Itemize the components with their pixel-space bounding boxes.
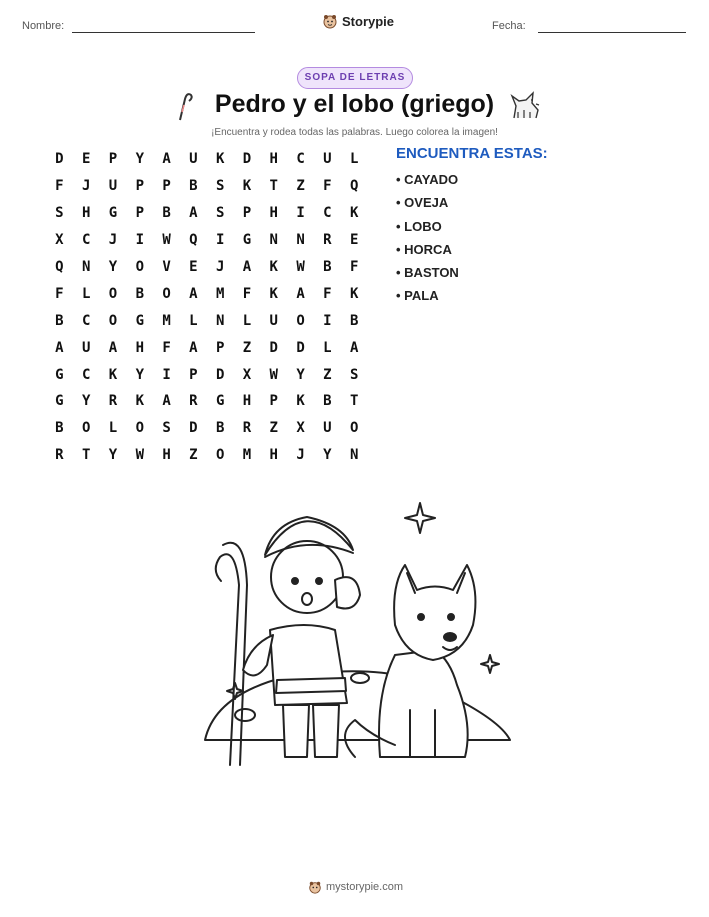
grid-letter[interactable]: H [269, 205, 278, 222]
grid-letter[interactable]: M [242, 447, 252, 464]
word-list-title: ENCUENTRA ESTAS: [396, 145, 548, 162]
grid-letter[interactable]: H [269, 447, 278, 464]
grid-letter[interactable]: G [55, 393, 64, 410]
letter-grid [46, 146, 368, 469]
grid-letter[interactable]: A [242, 259, 252, 275]
grid-letter[interactable]: Y [108, 259, 118, 275]
brand [322, 13, 394, 29]
grid-letter[interactable]: H [162, 447, 171, 464]
grid-letter[interactable]: Q [189, 232, 198, 249]
grid-letter[interactable]: M [162, 312, 171, 329]
grid-letter[interactable]: H [242, 393, 252, 410]
grid-letter[interactable]: E [81, 151, 91, 168]
coloring-illustration [195, 495, 525, 785]
grid-letter[interactable]: J [81, 178, 91, 195]
word-list-item: • OVEJA [396, 195, 449, 211]
footer [308, 880, 403, 894]
storypie-logo-icon [322, 13, 338, 29]
grid-letter[interactable]: E [349, 232, 359, 249]
grid-letter[interactable]: F [323, 285, 332, 302]
storypie-logo-icon [308, 880, 322, 894]
grid-letter[interactable]: B [162, 205, 171, 222]
word-list [396, 170, 459, 310]
grid-letter[interactable]: P [242, 205, 252, 222]
grid-letter[interactable]: D [296, 339, 305, 356]
grid-letter[interactable]: L [108, 420, 118, 437]
grid-letter[interactable]: L [323, 339, 332, 356]
word-search-badge: SOPA DE LETRAS [297, 67, 413, 89]
grid-letter[interactable]: D [242, 151, 252, 168]
grid-letter[interactable]: C [81, 312, 91, 329]
grid-letter[interactable]: V [162, 259, 171, 275]
grid-letter[interactable]: Q [349, 178, 359, 195]
grid-letter[interactable]: L [189, 312, 198, 329]
grid-letter[interactable]: H [269, 151, 278, 168]
grid-letter[interactable]: J [296, 447, 305, 464]
footer-url[interactable]: mystorypie.com [326, 881, 404, 893]
grid-letter[interactable]: K [349, 205, 359, 222]
grid-letter[interactable]: F [55, 178, 64, 195]
grid-letter[interactable]: A [189, 339, 198, 356]
grid-letter[interactable]: W [296, 259, 305, 275]
grid-letter[interactable]: R [323, 232, 332, 249]
grid-letter[interactable]: K [135, 393, 144, 410]
grid-letter[interactable]: Y [108, 447, 118, 464]
grid-letter[interactable]: D [55, 151, 64, 168]
word-list-item: • PALA [396, 288, 439, 304]
grid-row [46, 361, 368, 388]
grid-letter[interactable]: K [296, 393, 305, 410]
grid-letter[interactable]: R [242, 420, 252, 437]
grid-letter[interactable]: X [296, 420, 305, 437]
grid-letter[interactable]: U [81, 339, 91, 356]
grid-letter[interactable]: R [55, 447, 64, 464]
grid-letter[interactable]: K [269, 285, 278, 302]
grid-row [46, 146, 368, 173]
grid-letter[interactable]: C [81, 366, 91, 383]
grid-row [46, 280, 368, 307]
grid-row [46, 307, 368, 334]
grid-letter[interactable]: W [269, 366, 278, 383]
grid-letter[interactable]: S [162, 420, 171, 437]
date-label: Fecha: [492, 20, 526, 32]
grid-letter[interactable]: S [349, 366, 359, 383]
grid-letter[interactable]: P [189, 366, 198, 383]
instructions: ¡Encuentra y rodea todas las palabras. Luego colorea la imagen! [211, 127, 498, 138]
grid-letter[interactable]: P [162, 178, 171, 195]
grid-letter[interactable]: O [81, 420, 91, 437]
grid-letter[interactable]: U [108, 178, 118, 195]
grid-letter[interactable]: Q [55, 259, 64, 275]
grid-letter[interactable]: I [215, 232, 225, 249]
grid-row [46, 334, 368, 361]
grid-letter[interactable]: A [55, 339, 64, 356]
grid-letter[interactable]: N [296, 232, 305, 249]
grid-letter[interactable]: N [81, 259, 91, 275]
grid-letter[interactable]: B [349, 312, 359, 329]
grid-letter[interactable]: S [55, 205, 64, 222]
grid-letter[interactable]: B [215, 420, 225, 437]
grid-letter[interactable]: A [108, 339, 118, 356]
grid-letter[interactable]: Z [242, 339, 252, 356]
grid-row [46, 254, 368, 281]
grid-letter[interactable]: L [242, 312, 252, 329]
grid-letter[interactable]: I [323, 312, 332, 329]
grid-letter[interactable]: O [108, 312, 118, 329]
grid-letter[interactable]: H [135, 339, 144, 356]
grid-letter[interactable]: D [215, 366, 225, 383]
grid-letter[interactable]: B [189, 178, 198, 195]
grid-letter[interactable]: R [108, 393, 118, 410]
grid-letter[interactable]: W [135, 447, 144, 464]
grid-letter[interactable]: K [269, 259, 278, 275]
grid-letter[interactable]: O [135, 259, 144, 275]
word-list-item: • HORCA [396, 241, 452, 257]
grid-letter[interactable]: Y [81, 393, 91, 410]
grid-letter[interactable]: F [162, 339, 171, 356]
grid-letter[interactable]: R [189, 393, 198, 410]
grid-letter[interactable]: U [323, 151, 332, 168]
grid-letter[interactable]: N [215, 312, 225, 329]
grid-letter[interactable]: P [135, 205, 144, 222]
grid-letter[interactable]: F [55, 285, 64, 302]
grid-letter[interactable]: P [135, 178, 144, 195]
grid-letter[interactable]: Y [135, 151, 144, 168]
name-line[interactable] [72, 32, 255, 33]
grid-letter[interactable]: A [162, 393, 171, 410]
grid-letter[interactable]: U [189, 151, 198, 168]
grid-letter[interactable]: Y [296, 366, 305, 383]
grid-letter[interactable]: K [242, 178, 252, 195]
grid-letter[interactable]: P [215, 339, 225, 356]
grid-letter[interactable]: P [108, 151, 118, 168]
grid-letter[interactable]: C [323, 205, 332, 222]
grid-letter[interactable]: C [81, 232, 91, 249]
grid-letter[interactable]: H [81, 205, 91, 222]
grid-letter[interactable]: Y [323, 447, 332, 464]
grid-letter[interactable]: B [55, 312, 64, 329]
name-label: Nombre: [22, 20, 65, 32]
brand-name: Storypie [342, 13, 395, 29]
grid-letter[interactable]: Z [296, 178, 305, 195]
grid-row [46, 415, 368, 442]
grid-letter[interactable]: A [189, 285, 198, 302]
grid-row [46, 388, 368, 415]
grid-letter[interactable]: F [323, 178, 332, 195]
grid-letter[interactable]: A [349, 339, 359, 356]
grid-letter[interactable]: N [349, 447, 359, 464]
grid-letter[interactable]: I [135, 232, 144, 249]
grid-letter[interactable]: I [296, 205, 305, 222]
grid-letter[interactable]: N [269, 232, 278, 249]
grid-letter[interactable]: M [215, 285, 225, 302]
date-line[interactable] [538, 32, 686, 33]
wolf-icon [508, 88, 544, 122]
grid-letter[interactable]: B [135, 285, 144, 302]
word-list-item: • CAYADO [396, 172, 459, 187]
page-title: Pedro y el lobo (griego) [214, 90, 495, 118]
grid-letter[interactable]: O [135, 420, 144, 437]
grid-letter[interactable]: S [215, 178, 225, 195]
grid-letter[interactable]: W [162, 232, 171, 249]
grid-letter[interactable]: T [269, 178, 278, 195]
grid-letter[interactable]: D [269, 339, 278, 356]
grid-letter[interactable]: J [215, 259, 225, 275]
grid-letter[interactable]: X [242, 366, 252, 383]
grid-row [46, 173, 368, 200]
grid-letter[interactable]: D [189, 420, 198, 437]
word-list-item: • BASTON [396, 265, 459, 281]
grid-letter[interactable]: Z [189, 447, 198, 464]
grid-letter[interactable]: B [323, 259, 332, 275]
grid-letter[interactable]: L [349, 151, 359, 168]
grid-letter[interactable]: O [349, 420, 359, 437]
grid-letter[interactable]: O [296, 312, 305, 329]
grid-letter[interactable]: C [296, 151, 305, 168]
grid-letter[interactable]: A [162, 151, 171, 168]
grid-letter[interactable]: O [108, 285, 118, 302]
grid-row [46, 227, 368, 254]
grid-letter[interactable]: I [162, 366, 171, 383]
grid-letter[interactable]: G [108, 205, 118, 222]
grid-letter[interactable]: T [349, 393, 359, 410]
grid-letter[interactable]: U [323, 420, 332, 437]
grid-letter[interactable]: G [135, 312, 144, 329]
grid-letter[interactable]: L [81, 285, 91, 302]
grid-letter[interactable]: K [215, 151, 225, 168]
grid-letter[interactable]: U [269, 312, 278, 329]
grid-letter[interactable]: T [81, 447, 91, 464]
grid-letter[interactable]: O [162, 285, 171, 302]
grid-letter[interactable]: B [55, 420, 64, 437]
grid-letter[interactable]: G [215, 393, 225, 410]
grid-letter[interactable]: E [189, 259, 198, 275]
grid-letter[interactable]: G [55, 366, 64, 383]
grid-letter[interactable]: P [269, 393, 278, 410]
grid-letter[interactable]: B [323, 393, 332, 410]
grid-letter[interactable]: Z [323, 366, 332, 383]
grid-letter[interactable]: K [108, 366, 118, 383]
grid-letter[interactable]: O [215, 447, 225, 464]
grid-row [46, 442, 368, 469]
grid-letter[interactable]: F [242, 285, 252, 302]
grid-letter[interactable]: S [215, 205, 225, 222]
grid-letter[interactable]: G [242, 232, 252, 249]
grid-letter[interactable]: A [296, 285, 305, 302]
grid-letter[interactable]: J [108, 232, 118, 249]
grid-letter[interactable]: Y [135, 366, 144, 383]
grid-letter[interactable]: F [349, 259, 359, 275]
grid-letter[interactable]: K [349, 285, 359, 302]
grid-letter[interactable]: Z [269, 420, 278, 437]
word-list-item: • LOBO [396, 218, 442, 234]
grid-letter[interactable]: A [189, 205, 198, 222]
grid-row [46, 200, 368, 227]
grid-letter[interactable]: X [55, 232, 64, 249]
